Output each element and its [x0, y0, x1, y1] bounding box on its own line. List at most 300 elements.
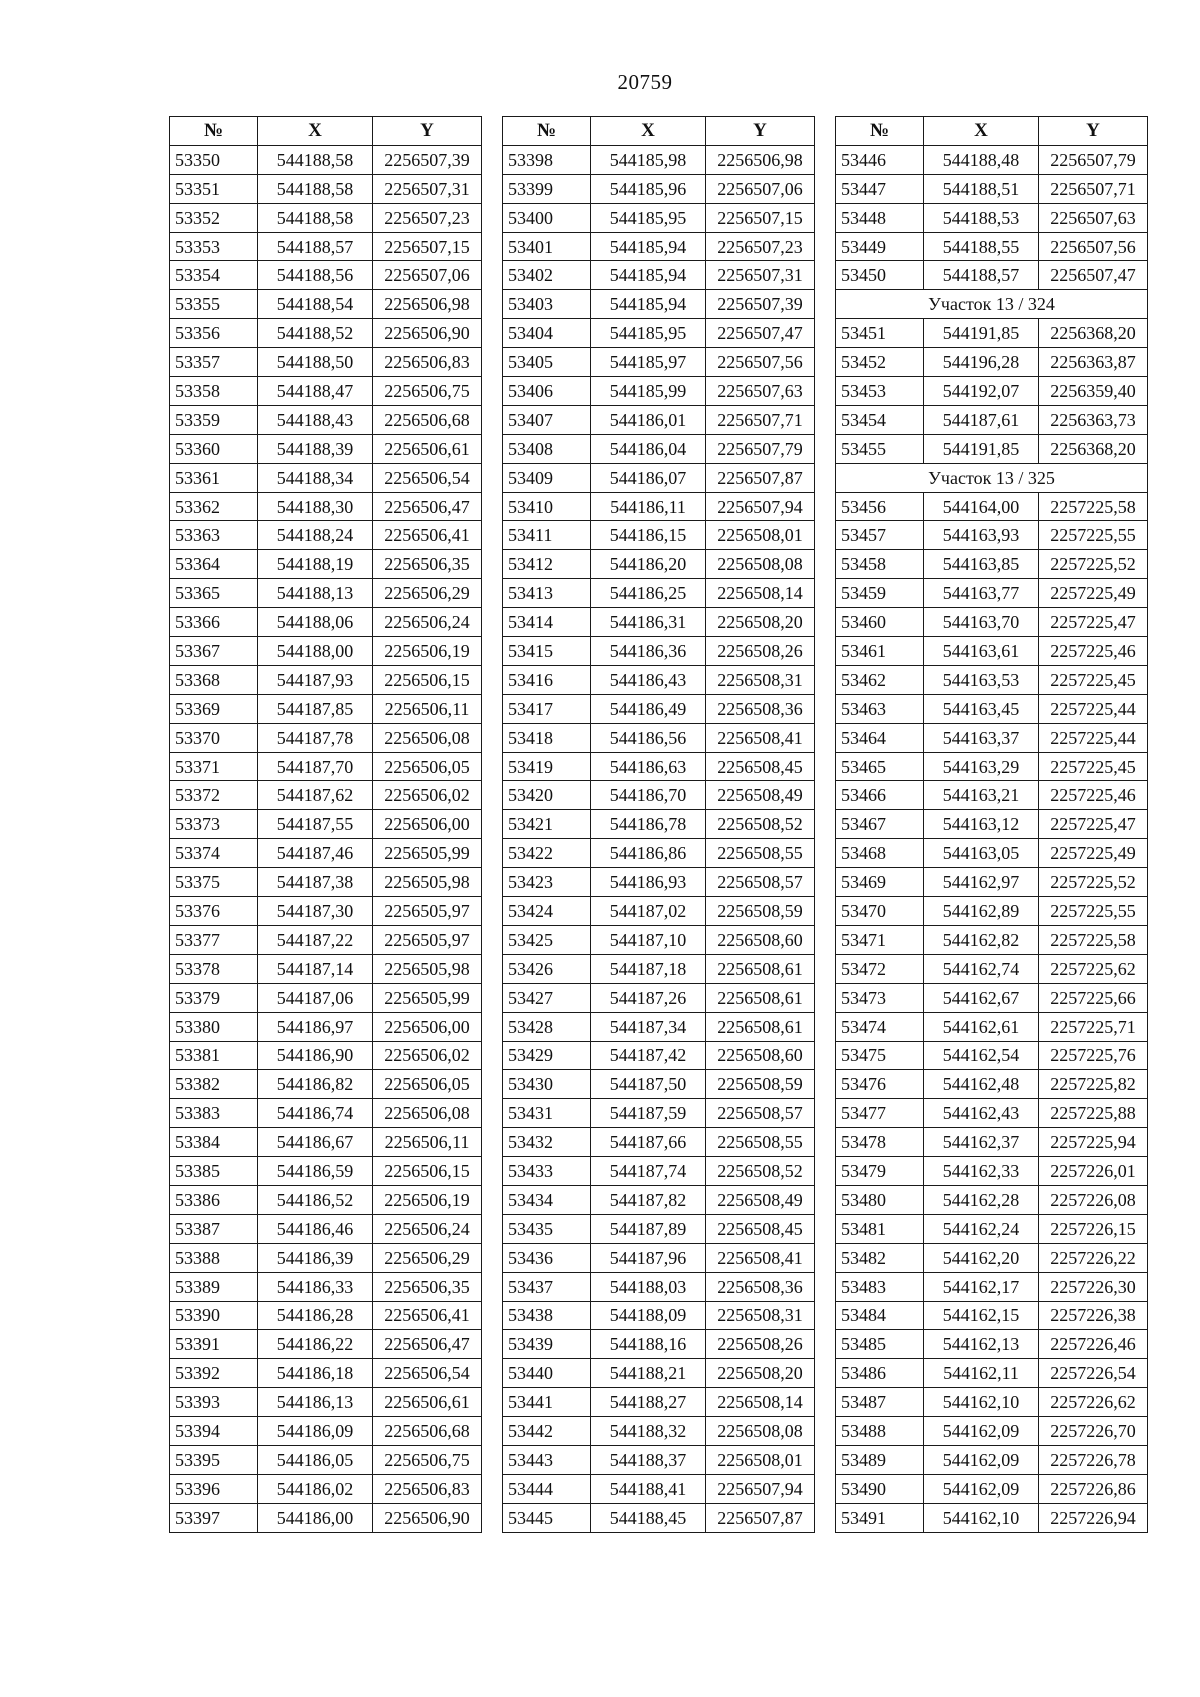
- y-coordinate-cell: 2256506,19: [373, 637, 482, 666]
- table-row: [170, 1214, 482, 1243]
- x-coordinate-cell: 544188,41: [591, 1474, 706, 1503]
- x-coordinate-cell: 544162,11: [924, 1359, 1039, 1388]
- table-row: [836, 925, 1148, 954]
- x-coordinate-cell: 544188,13: [258, 579, 373, 608]
- point-number-cell: 53404: [503, 319, 591, 348]
- y-coordinate-cell: 2256508,60: [706, 925, 815, 954]
- x-coordinate-cell: 544186,01: [591, 405, 706, 434]
- x-coordinate-cell: 544187,30: [258, 897, 373, 926]
- y-coordinate-cell: 2256506,90: [373, 319, 482, 348]
- y-coordinate-cell: 2257225,55: [1039, 521, 1148, 550]
- table-row: [836, 1417, 1148, 1446]
- point-number-cell: 53458: [836, 550, 924, 579]
- point-number-cell: 53467: [836, 810, 924, 839]
- point-number-cell: 53380: [170, 1012, 258, 1041]
- y-coordinate-cell: 2257226,08: [1039, 1185, 1148, 1214]
- x-coordinate-cell: 544186,09: [258, 1417, 373, 1446]
- point-number-cell: 53400: [503, 203, 591, 232]
- y-coordinate-cell: 2256508,14: [706, 1388, 815, 1417]
- y-coordinate-cell: 2256506,41: [373, 521, 482, 550]
- point-number-cell: 53375: [170, 868, 258, 897]
- y-coordinate-cell: 2256507,94: [706, 492, 815, 521]
- section-title: Участок 13 / 325: [836, 463, 1148, 492]
- x-coordinate-cell: 544162,13: [924, 1330, 1039, 1359]
- point-number-cell: 53450: [836, 261, 924, 290]
- table-row: [503, 1503, 815, 1532]
- y-coordinate-cell: 2256506,15: [373, 665, 482, 694]
- y-coordinate-cell: 2256508,31: [706, 665, 815, 694]
- point-number-cell: 53357: [170, 348, 258, 377]
- x-coordinate-cell: 544188,53: [924, 203, 1039, 232]
- y-coordinate-cell: 2256506,19: [373, 1185, 482, 1214]
- y-coordinate-cell: 2256506,68: [373, 405, 482, 434]
- table-row: [503, 954, 815, 983]
- x-coordinate-cell: 544186,86: [591, 839, 706, 868]
- table-row: [503, 839, 815, 868]
- point-number-cell: 53395: [170, 1445, 258, 1474]
- table-row: [170, 290, 482, 319]
- x-coordinate-cell: 544186,67: [258, 1128, 373, 1157]
- table-row: [503, 1474, 815, 1503]
- x-coordinate-cell: 544188,58: [258, 174, 373, 203]
- x-coordinate-cell: 544163,53: [924, 665, 1039, 694]
- x-coordinate-cell: 544188,55: [924, 232, 1039, 261]
- y-coordinate-cell: 2257225,52: [1039, 868, 1148, 897]
- point-number-cell: 53419: [503, 752, 591, 781]
- y-coordinate-cell: 2257225,47: [1039, 608, 1148, 637]
- column-header-number: №: [836, 117, 924, 146]
- x-coordinate-cell: 544163,61: [924, 637, 1039, 666]
- x-coordinate-cell: 544162,67: [924, 983, 1039, 1012]
- point-number-cell: 53415: [503, 637, 591, 666]
- table-row: [170, 1128, 482, 1157]
- table-row: [170, 1445, 482, 1474]
- y-coordinate-cell: 2256507,56: [706, 348, 815, 377]
- x-coordinate-cell: 544163,29: [924, 752, 1039, 781]
- y-coordinate-cell: 2256508,55: [706, 1128, 815, 1157]
- point-number-cell: 53490: [836, 1474, 924, 1503]
- x-coordinate-cell: 544187,14: [258, 954, 373, 983]
- x-coordinate-cell: 544187,66: [591, 1128, 706, 1157]
- x-coordinate-cell: 544187,74: [591, 1157, 706, 1186]
- table-row: [170, 1099, 482, 1128]
- point-number-cell: 53377: [170, 925, 258, 954]
- point-number-cell: 53430: [503, 1070, 591, 1099]
- x-coordinate-cell: 544188,52: [258, 319, 373, 348]
- y-coordinate-cell: 2256506,11: [373, 1128, 482, 1157]
- point-number-cell: 53352: [170, 203, 258, 232]
- x-coordinate-cell: 544188,43: [258, 405, 373, 434]
- point-number-cell: 53364: [170, 550, 258, 579]
- y-coordinate-cell: 2256506,24: [373, 1214, 482, 1243]
- x-coordinate-cell: 544163,05: [924, 839, 1039, 868]
- point-number-cell: 53441: [503, 1388, 591, 1417]
- x-coordinate-cell: 544188,54: [258, 290, 373, 319]
- y-coordinate-cell: 2256505,97: [373, 897, 482, 926]
- table-header-row: [836, 117, 1148, 146]
- x-coordinate-cell: 544187,34: [591, 1012, 706, 1041]
- x-coordinate-cell: 544162,10: [924, 1388, 1039, 1417]
- table-row: [836, 608, 1148, 637]
- point-number-cell: 53416: [503, 665, 591, 694]
- point-number-cell: 53465: [836, 752, 924, 781]
- point-number-cell: 53454: [836, 405, 924, 434]
- point-number-cell: 53408: [503, 434, 591, 463]
- point-number-cell: 53440: [503, 1359, 591, 1388]
- point-number-cell: 53483: [836, 1272, 924, 1301]
- table-row: [503, 579, 815, 608]
- table-row: [503, 665, 815, 694]
- x-coordinate-cell: 544162,33: [924, 1157, 1039, 1186]
- table-row: [503, 203, 815, 232]
- x-coordinate-cell: 544186,63: [591, 752, 706, 781]
- y-coordinate-cell: 2256508,45: [706, 1214, 815, 1243]
- table-row: [836, 174, 1148, 203]
- coordinates-table-2: [502, 116, 815, 1533]
- y-coordinate-cell: 2257225,52: [1039, 550, 1148, 579]
- table-row: [170, 1503, 482, 1532]
- table-row: [836, 579, 1148, 608]
- y-coordinate-cell: 2256508,20: [706, 608, 815, 637]
- point-number-cell: 53422: [503, 839, 591, 868]
- table-row: [836, 1012, 1148, 1041]
- y-coordinate-cell: 2257225,62: [1039, 954, 1148, 983]
- table-row: [503, 261, 815, 290]
- y-coordinate-cell: 2256368,20: [1039, 434, 1148, 463]
- x-coordinate-cell: 544162,20: [924, 1243, 1039, 1272]
- section-header-row: [836, 463, 1148, 492]
- table-row: [836, 1388, 1148, 1417]
- point-number-cell: 53463: [836, 694, 924, 723]
- point-number-cell: 53402: [503, 261, 591, 290]
- x-coordinate-cell: 544186,36: [591, 637, 706, 666]
- y-coordinate-cell: 2256507,71: [706, 405, 815, 434]
- x-coordinate-cell: 544192,07: [924, 377, 1039, 406]
- y-coordinate-cell: 2256508,26: [706, 637, 815, 666]
- table-row: [836, 261, 1148, 290]
- point-number-cell: 53486: [836, 1359, 924, 1388]
- x-coordinate-cell: 544188,45: [591, 1503, 706, 1532]
- table-row: [503, 290, 815, 319]
- x-coordinate-cell: 544185,97: [591, 348, 706, 377]
- table-row: [503, 492, 815, 521]
- x-coordinate-cell: 544163,45: [924, 694, 1039, 723]
- column-header-y: Y: [706, 117, 815, 146]
- table-row: [836, 1128, 1148, 1157]
- point-number-cell: 53383: [170, 1099, 258, 1128]
- x-coordinate-cell: 544162,61: [924, 1012, 1039, 1041]
- table-row: [170, 1041, 482, 1070]
- point-number-cell: 53434: [503, 1185, 591, 1214]
- point-number-cell: 53455: [836, 434, 924, 463]
- point-number-cell: 53403: [503, 290, 591, 319]
- point-number-cell: 53363: [170, 521, 258, 550]
- table-header-row: [170, 117, 482, 146]
- y-coordinate-cell: 2256508,08: [706, 550, 815, 579]
- point-number-cell: 53459: [836, 579, 924, 608]
- table-row: [836, 1157, 1148, 1186]
- y-coordinate-cell: 2256363,87: [1039, 348, 1148, 377]
- table-row: [503, 752, 815, 781]
- y-coordinate-cell: 2256508,01: [706, 1445, 815, 1474]
- table-row: [836, 868, 1148, 897]
- x-coordinate-cell: 544188,19: [258, 550, 373, 579]
- point-number-cell: 53423: [503, 868, 591, 897]
- table-row: [836, 405, 1148, 434]
- table-row: [170, 261, 482, 290]
- point-number-cell: 53406: [503, 377, 591, 406]
- point-number-cell: 53417: [503, 694, 591, 723]
- y-coordinate-cell: 2256508,20: [706, 1359, 815, 1388]
- y-coordinate-cell: 2257225,49: [1039, 839, 1148, 868]
- y-coordinate-cell: 2256506,00: [373, 1012, 482, 1041]
- x-coordinate-cell: 544187,85: [258, 694, 373, 723]
- y-coordinate-cell: 2257226,54: [1039, 1359, 1148, 1388]
- x-coordinate-cell: 544185,94: [591, 290, 706, 319]
- x-coordinate-cell: 544186,20: [591, 550, 706, 579]
- table-row: [503, 1070, 815, 1099]
- x-coordinate-cell: 544187,70: [258, 752, 373, 781]
- y-coordinate-cell: 2257225,55: [1039, 897, 1148, 926]
- y-coordinate-cell: 2256507,15: [706, 203, 815, 232]
- table-row: [836, 1272, 1148, 1301]
- y-coordinate-cell: 2256507,39: [706, 290, 815, 319]
- point-number-cell: 53437: [503, 1272, 591, 1301]
- table-row: [170, 1474, 482, 1503]
- table-row: [836, 1503, 1148, 1532]
- section-title: Участок 13 / 324: [836, 290, 1148, 319]
- point-number-cell: 53436: [503, 1243, 591, 1272]
- table-row: [170, 1070, 482, 1099]
- x-coordinate-cell: 544186,15: [591, 521, 706, 550]
- point-number-cell: 53488: [836, 1417, 924, 1446]
- table-row: [170, 550, 482, 579]
- x-coordinate-cell: 544188,50: [258, 348, 373, 377]
- x-coordinate-cell: 544186,82: [258, 1070, 373, 1099]
- table-row: [836, 954, 1148, 983]
- table-row: [170, 579, 482, 608]
- y-coordinate-cell: 2256506,41: [373, 1301, 482, 1330]
- x-coordinate-cell: 544186,22: [258, 1330, 373, 1359]
- table-row: [170, 1359, 482, 1388]
- y-coordinate-cell: 2257225,76: [1039, 1041, 1148, 1070]
- table-row: [503, 1359, 815, 1388]
- table-row: [836, 550, 1148, 579]
- point-number-cell: 53485: [836, 1330, 924, 1359]
- y-coordinate-cell: 2256508,49: [706, 1185, 815, 1214]
- y-coordinate-cell: 2257226,15: [1039, 1214, 1148, 1243]
- point-number-cell: 53368: [170, 665, 258, 694]
- y-coordinate-cell: 2256506,54: [373, 1359, 482, 1388]
- point-number-cell: 53480: [836, 1185, 924, 1214]
- x-coordinate-cell: 544186,11: [591, 492, 706, 521]
- y-coordinate-cell: 2256508,36: [706, 1272, 815, 1301]
- point-number-cell: 53405: [503, 348, 591, 377]
- x-coordinate-cell: 544188,58: [258, 145, 373, 174]
- table-row: [503, 1388, 815, 1417]
- table-row: [836, 1099, 1148, 1128]
- x-coordinate-cell: 544186,13: [258, 1388, 373, 1417]
- table-row: [836, 665, 1148, 694]
- x-coordinate-cell: 544187,89: [591, 1214, 706, 1243]
- column-header-y: Y: [1039, 117, 1148, 146]
- table-header-row: [503, 117, 815, 146]
- x-coordinate-cell: 544188,37: [591, 1445, 706, 1474]
- table-row: [836, 145, 1148, 174]
- point-number-cell: 53389: [170, 1272, 258, 1301]
- y-coordinate-cell: 2256506,83: [373, 1474, 482, 1503]
- column-header-x: X: [591, 117, 706, 146]
- y-coordinate-cell: 2257226,94: [1039, 1503, 1148, 1532]
- point-number-cell: 53418: [503, 723, 591, 752]
- table-row: [503, 810, 815, 839]
- point-number-cell: 53466: [836, 781, 924, 810]
- table-row: [503, 897, 815, 926]
- point-number-cell: 53476: [836, 1070, 924, 1099]
- point-number-cell: 53414: [503, 608, 591, 637]
- table-row: [503, 781, 815, 810]
- x-coordinate-cell: 544186,93: [591, 868, 706, 897]
- point-number-cell: 53468: [836, 839, 924, 868]
- point-number-cell: 53435: [503, 1214, 591, 1243]
- table-row: [503, 377, 815, 406]
- table-row: [170, 868, 482, 897]
- y-coordinate-cell: 2257225,44: [1039, 723, 1148, 752]
- x-coordinate-cell: 544188,47: [258, 377, 373, 406]
- coordinates-table-1: [169, 116, 482, 1533]
- x-coordinate-cell: 544186,56: [591, 723, 706, 752]
- y-coordinate-cell: 2256507,31: [373, 174, 482, 203]
- y-coordinate-cell: 2256508,61: [706, 954, 815, 983]
- point-number-cell: 53379: [170, 983, 258, 1012]
- x-coordinate-cell: 544186,33: [258, 1272, 373, 1301]
- x-coordinate-cell: 544185,95: [591, 203, 706, 232]
- y-coordinate-cell: 2256506,61: [373, 1388, 482, 1417]
- y-coordinate-cell: 2256506,90: [373, 1503, 482, 1532]
- y-coordinate-cell: 2257225,44: [1039, 694, 1148, 723]
- table-row: [836, 1301, 1148, 1330]
- y-coordinate-cell: 2256508,36: [706, 694, 815, 723]
- table-row: [170, 637, 482, 666]
- point-number-cell: 53387: [170, 1214, 258, 1243]
- table-row: [836, 377, 1148, 406]
- x-coordinate-cell: 544188,03: [591, 1272, 706, 1301]
- point-number-cell: 53365: [170, 579, 258, 608]
- point-number-cell: 53482: [836, 1243, 924, 1272]
- point-number-cell: 53447: [836, 174, 924, 203]
- x-coordinate-cell: 544162,89: [924, 897, 1039, 926]
- y-coordinate-cell: 2257225,58: [1039, 492, 1148, 521]
- x-coordinate-cell: 544187,26: [591, 983, 706, 1012]
- y-coordinate-cell: 2257225,94: [1039, 1128, 1148, 1157]
- x-coordinate-cell: 544162,09: [924, 1417, 1039, 1446]
- y-coordinate-cell: 2256506,29: [373, 579, 482, 608]
- y-coordinate-cell: 2256505,99: [373, 983, 482, 1012]
- point-number-cell: 53457: [836, 521, 924, 550]
- table-row: [836, 1474, 1148, 1503]
- table-row: [503, 319, 815, 348]
- x-coordinate-cell: 544187,22: [258, 925, 373, 954]
- x-coordinate-cell: 544188,30: [258, 492, 373, 521]
- y-coordinate-cell: 2257226,38: [1039, 1301, 1148, 1330]
- table-row: [836, 752, 1148, 781]
- x-coordinate-cell: 544188,00: [258, 637, 373, 666]
- point-number-cell: 53391: [170, 1330, 258, 1359]
- y-coordinate-cell: 2256508,31: [706, 1301, 815, 1330]
- y-coordinate-cell: 2256508,49: [706, 781, 815, 810]
- x-coordinate-cell: 544187,50: [591, 1070, 706, 1099]
- x-coordinate-cell: 544162,97: [924, 868, 1039, 897]
- y-coordinate-cell: 2256508,61: [706, 983, 815, 1012]
- table-row: [503, 348, 815, 377]
- table-row: [170, 810, 482, 839]
- point-number-cell: 53361: [170, 463, 258, 492]
- point-number-cell: 53353: [170, 232, 258, 261]
- point-number-cell: 53473: [836, 983, 924, 1012]
- x-coordinate-cell: 544186,25: [591, 579, 706, 608]
- table-row: [503, 1012, 815, 1041]
- table-row: [170, 983, 482, 1012]
- table-row: [170, 1272, 482, 1301]
- table-row: [836, 1359, 1148, 1388]
- x-coordinate-cell: 544162,17: [924, 1272, 1039, 1301]
- point-number-cell: 53372: [170, 781, 258, 810]
- y-coordinate-cell: 2256505,98: [373, 868, 482, 897]
- x-coordinate-cell: 544187,93: [258, 665, 373, 694]
- table-row: [170, 1330, 482, 1359]
- table-row: [836, 1185, 1148, 1214]
- x-coordinate-cell: 544188,39: [258, 434, 373, 463]
- table-row: [170, 781, 482, 810]
- y-coordinate-cell: 2256506,83: [373, 348, 482, 377]
- table-row: [170, 752, 482, 781]
- point-number-cell: 53397: [170, 1503, 258, 1532]
- x-coordinate-cell: 544187,42: [591, 1041, 706, 1070]
- y-coordinate-cell: 2256508,52: [706, 1157, 815, 1186]
- y-coordinate-cell: 2256507,06: [373, 261, 482, 290]
- x-coordinate-cell: 544188,34: [258, 463, 373, 492]
- point-number-cell: 53420: [503, 781, 591, 810]
- y-coordinate-cell: 2256506,24: [373, 608, 482, 637]
- x-coordinate-cell: 544186,31: [591, 608, 706, 637]
- x-coordinate-cell: 544186,74: [258, 1099, 373, 1128]
- table-row: [503, 1128, 815, 1157]
- table-row: [170, 405, 482, 434]
- point-number-cell: 53448: [836, 203, 924, 232]
- y-coordinate-cell: 2256508,41: [706, 723, 815, 752]
- y-coordinate-cell: 2256505,97: [373, 925, 482, 954]
- point-number-cell: 53462: [836, 665, 924, 694]
- point-number-cell: 53359: [170, 405, 258, 434]
- point-number-cell: 53370: [170, 723, 258, 752]
- point-number-cell: 53360: [170, 434, 258, 463]
- table-row: [170, 1388, 482, 1417]
- point-number-cell: 53366: [170, 608, 258, 637]
- y-coordinate-cell: 2256506,02: [373, 1041, 482, 1070]
- table-row: [836, 637, 1148, 666]
- y-coordinate-cell: 2256507,71: [1039, 174, 1148, 203]
- table-row: [170, 1243, 482, 1272]
- x-coordinate-cell: 544162,15: [924, 1301, 1039, 1330]
- point-number-cell: 53449: [836, 232, 924, 261]
- point-number-cell: 53428: [503, 1012, 591, 1041]
- x-coordinate-cell: 544163,77: [924, 579, 1039, 608]
- x-coordinate-cell: 544188,27: [591, 1388, 706, 1417]
- table-row: [836, 203, 1148, 232]
- point-number-cell: 53443: [503, 1445, 591, 1474]
- table-row: [836, 897, 1148, 926]
- x-coordinate-cell: 544186,39: [258, 1243, 373, 1272]
